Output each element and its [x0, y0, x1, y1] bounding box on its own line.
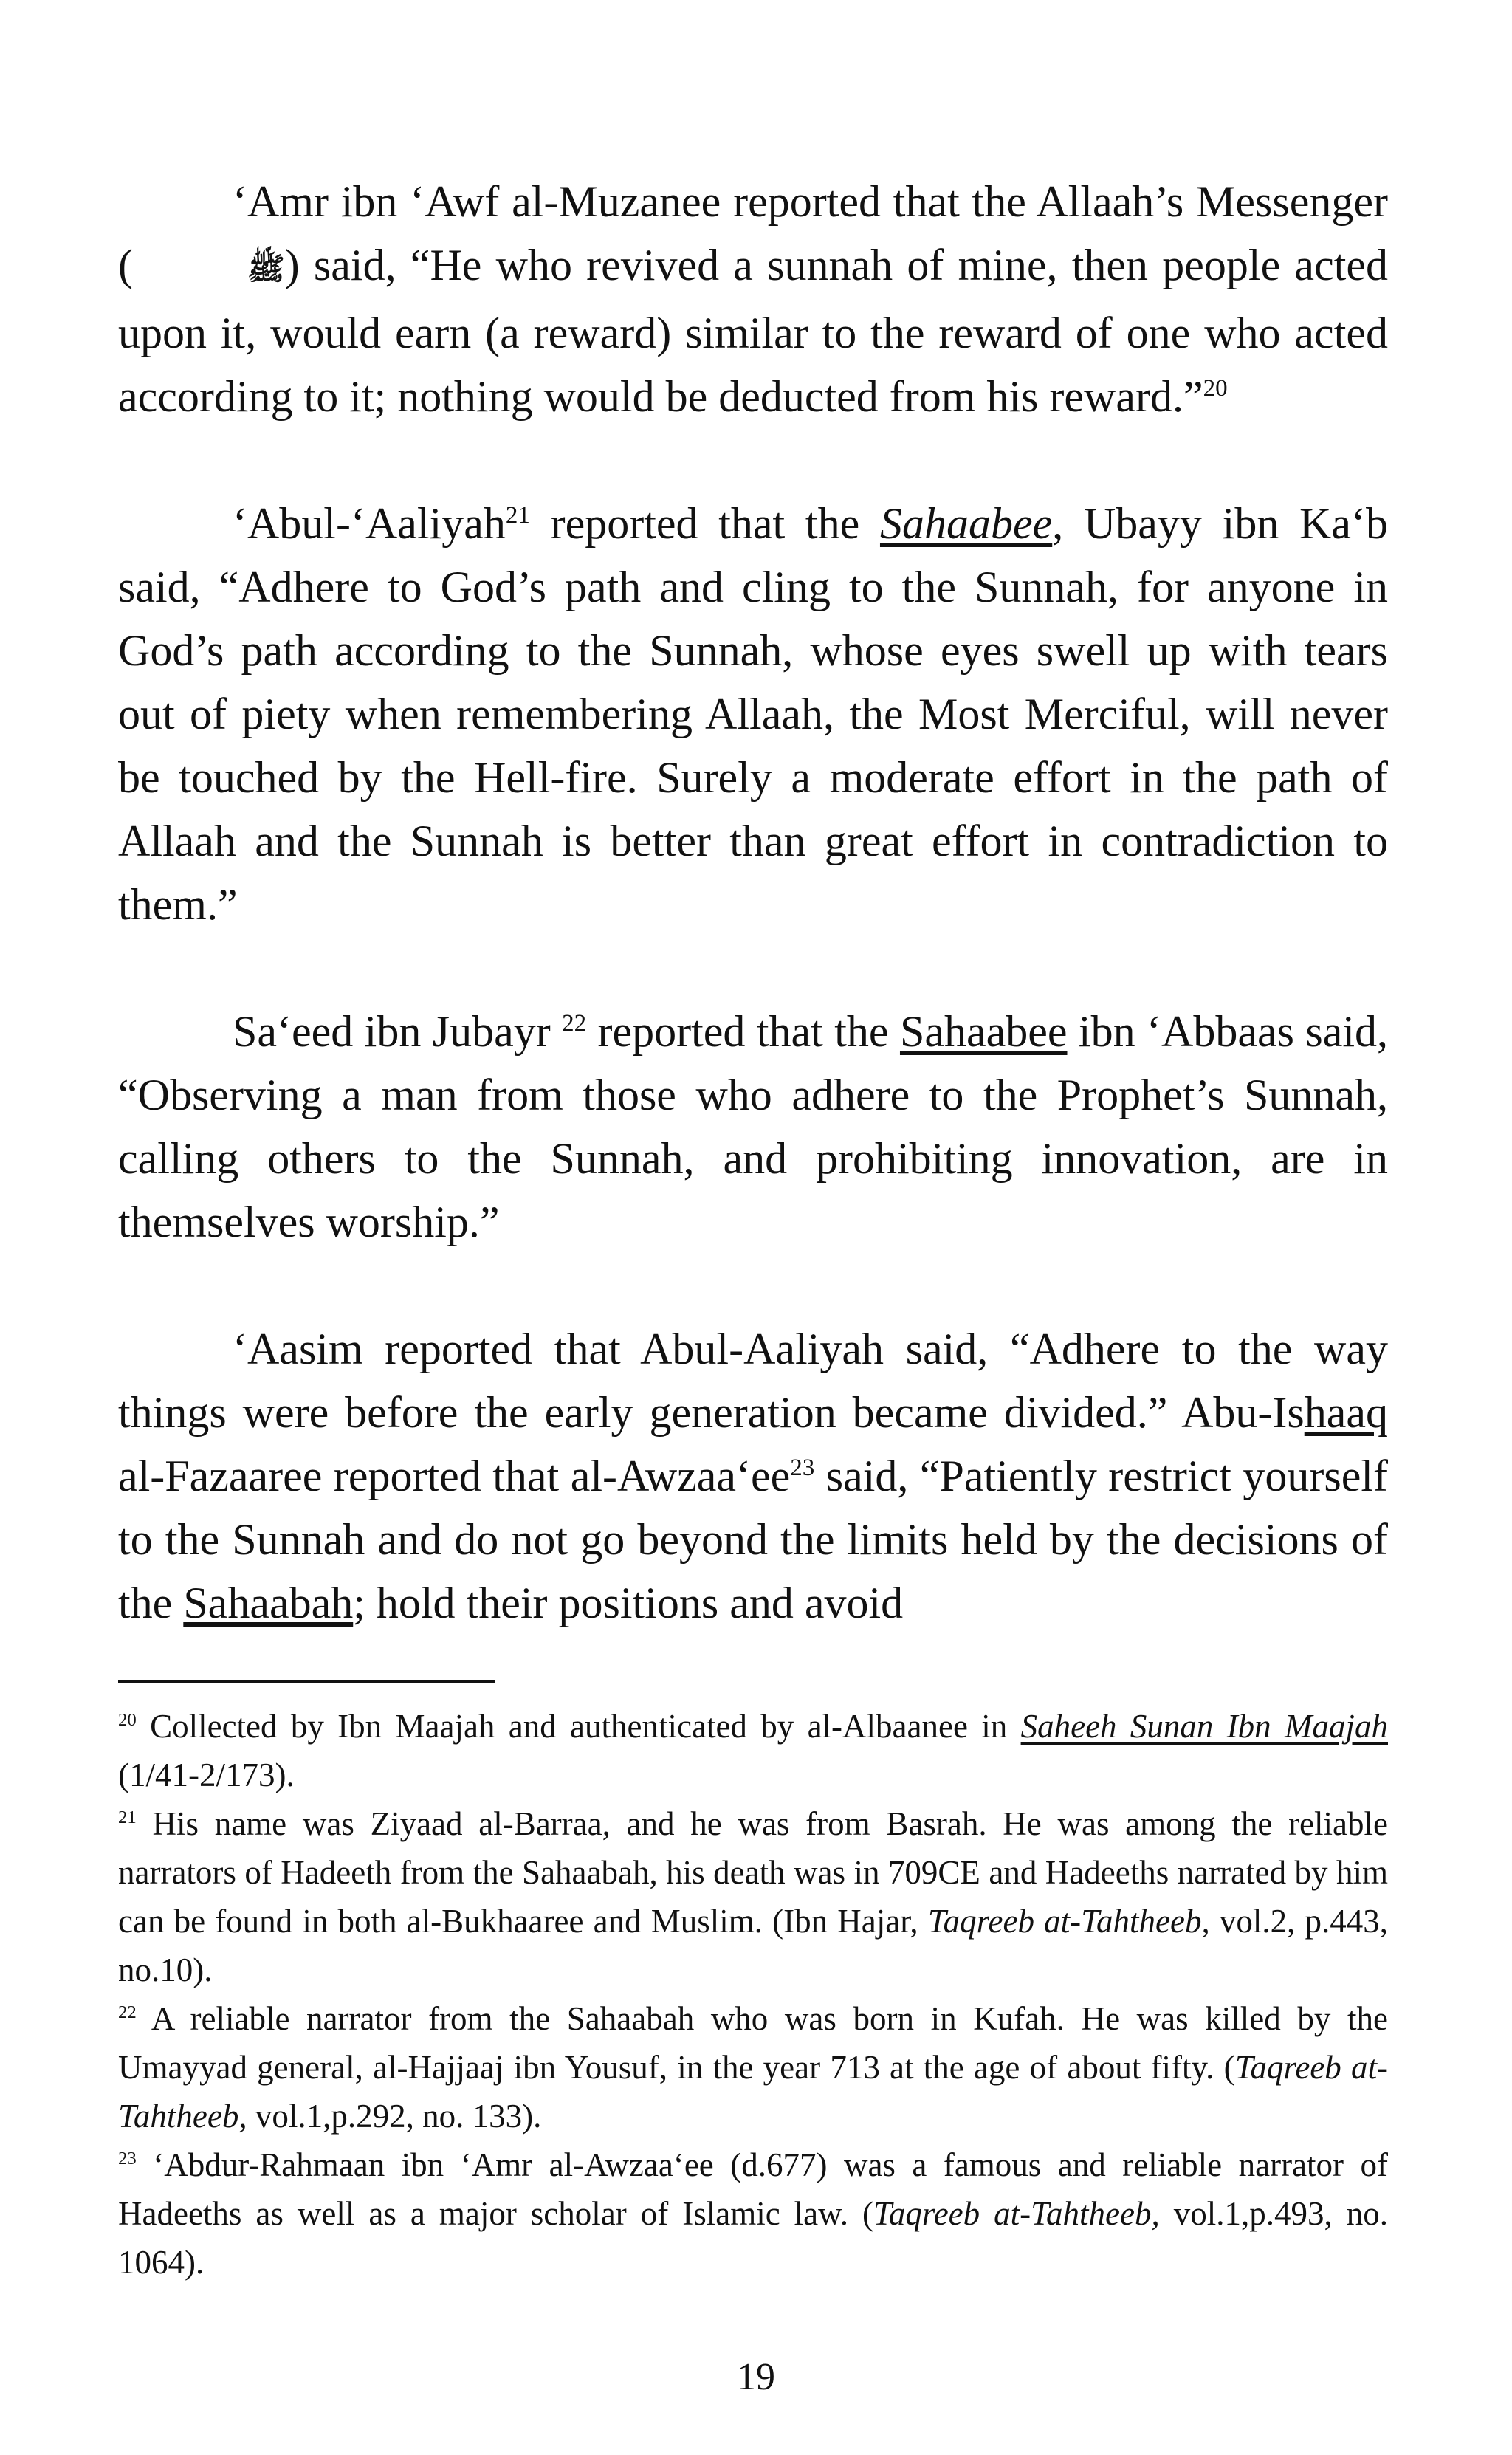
text-span: ‘Aasim reported that Abul-Aaliyah said, “Adhere to the way things were before the early generation became divided.” Abu-Is	[118, 1325, 1388, 1438]
footnote-title: Saheeh Sunan Ibn Maajah	[1020, 1708, 1388, 1745]
footnote-number: 23	[118, 2149, 137, 2169]
term-sahaabee: Sahaabee	[879, 499, 1053, 549]
text-span: ) said, “He who revived a sunnah of mine, then people acted upon it, would earn (a reward) similar to the reward of one who acted according to it; nothing would be deducted from his reward.”	[118, 241, 1388, 422]
footnote-title: Taqreeb at-Tahtheeb,	[927, 1903, 1210, 1940]
footnote-text: A reliable narrator from the Sahaabah who was born in Kufah. He was killed by the Umayyad general, al-Hajjaaj ibn Yousuf, in the year 713 at the age of about fifty. (	[118, 2000, 1388, 2086]
page-number: 19	[737, 2356, 775, 2398]
term-sahaabah: Sahaabah	[183, 1579, 354, 1628]
text-span: reported that the	[586, 1007, 900, 1057]
footnotes	[118, 1702, 1388, 2287]
paragraph-2	[118, 492, 1388, 936]
footnote-ref-20[interactable]: 20	[1203, 375, 1228, 402]
footnote-text: vol.1,p.493, no. 1064).	[118, 2195, 1388, 2281]
paragraph-3	[118, 1000, 1388, 1254]
main-text	[118, 170, 1388, 1698]
term-haaq: haaq	[1304, 1388, 1388, 1438]
footnote-title: Taqreeb at-Tahtheeb,	[873, 2195, 1160, 2232]
footnote-text: His name was Ziyaad al-Barraa, and he was from Basrah. He was among the reliable narrators of Hadeeth from the Sahaabah, his death was in 709CE and Hadeeths narrated by him can be found in both al-Bukhaaree and Muslim. (Ibn Hajar,	[118, 1805, 1388, 1940]
text-span: ibn ‘Abbaas said, “Observing a man from those who adhere to the Prophet’s Sunnah, calling others to the Sunnah, and prohibiting innovation, are in themselves worship.”	[118, 1007, 1388, 1247]
text-span: , Ubayy ibn Ka‘b said, “Adhere to God’s path and cling to the Sunnah, for anyone in God’s path according to the Sunnah, whose eyes swell up with tears out of piety when remembering Allaah, the Most Merciful, will never be touched by the Hell-fire. Surely a moderate effort in the path of Allaah and the Sunnah is better than great effort in contradiction to them.”	[118, 499, 1388, 930]
text-span: said, “Patiently restrict yourself to the Sunnah and do not go beyond the limits held by the decisions of the	[118, 1452, 1388, 1628]
term-sahaabee: Sahaabee	[899, 1007, 1068, 1057]
footnote-text: (1/41-2/173).	[118, 1757, 295, 1793]
footnote-22	[118, 1994, 1388, 2140]
footnote-21	[118, 1799, 1388, 1994]
footnote-23	[118, 2140, 1388, 2287]
footnote-text: Collected by Ibn Maajah and authenticated by al-Albaanee in	[136, 1708, 1021, 1745]
footnote-title: Taqreeb at-Tahtheeb,	[118, 2049, 1388, 2135]
footnote-ref-23[interactable]: 23	[790, 1455, 815, 1482]
paragraph-4	[118, 1317, 1388, 1635]
text-span: ; hold their positions and avoid	[353, 1579, 904, 1628]
footnote-ref-22[interactable]: 22	[562, 1010, 587, 1037]
text-span: ‘Amr ibn ‘Awf al-Muzanee reported that the Allaah’s Messenger (	[118, 177, 1388, 289]
footnote-text: ‘Abdur-Rahmaan ibn ‘Amr al-Awzaa‘ee (d.677) was a famous and reliable narrator of Hadeeths as well as a major scholar of Islamic law. (	[118, 2146, 1388, 2232]
footnote-text: vol.2, p.443, no.10).	[118, 1903, 1388, 1988]
footnote-20	[118, 1702, 1388, 1799]
text-span: al-Fazaaree reported that al-Awzaa‘ee	[118, 1452, 791, 1501]
footnote-number: 20	[118, 1710, 137, 1730]
text-span: reported that the	[529, 499, 880, 549]
footnote-number: 21	[118, 1807, 137, 1827]
text-span: ‘Abul-‘Aaliyah	[233, 499, 506, 549]
paragraph-1	[118, 170, 1388, 428]
footnote-ref-21[interactable]: 21	[505, 502, 530, 529]
footnote-text: vol.1,p.292, no. 133).	[247, 2098, 542, 2135]
footnote-divider	[118, 1680, 495, 1683]
footnote-number: 22	[118, 2002, 137, 2022]
pbuh-glyph: ﷺ	[247, 253, 285, 287]
text-span: Sa‘eed ibn Jubayr	[233, 1007, 563, 1057]
